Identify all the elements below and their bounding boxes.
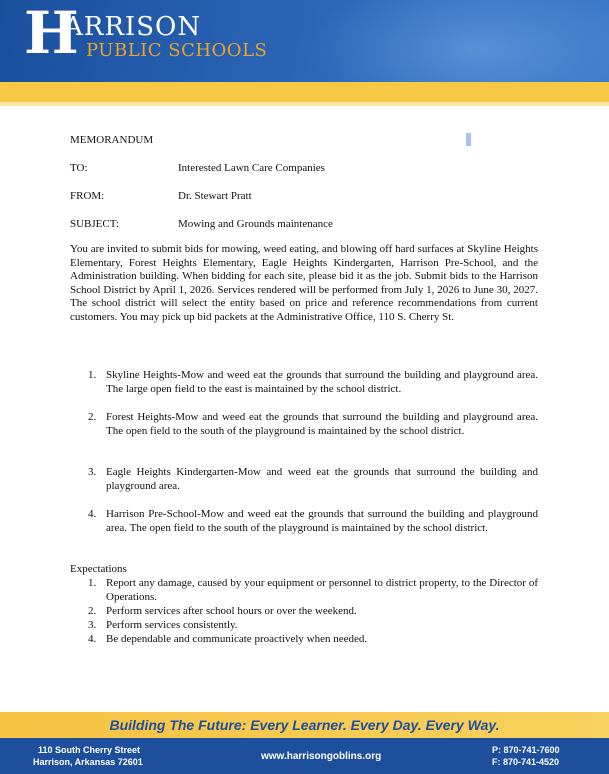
from-label: FROM: [70, 190, 105, 202]
footer-slogan: Building The Future: Every Learner. Every Day. Every Way. [109, 717, 500, 733]
gold-band [0, 82, 609, 102]
list-item [88, 605, 538, 619]
list-item [88, 633, 538, 647]
list-number: 3. [88, 619, 97, 631]
to-label: TO: [70, 162, 88, 174]
list-item [88, 508, 538, 535]
list-item [88, 466, 538, 493]
list-number: 1. [88, 369, 97, 381]
letterhead-banner [0, 0, 609, 82]
list-number: 2. [88, 605, 97, 617]
fax-number: F: 870-741-4520 [492, 757, 560, 767]
subject-value: Mowing and Grounds maintenance [178, 218, 333, 230]
list-text: Skyline Heights-Mow and weed eat the grounds that surround the building and playground area. The large open field to the east is maintained by the school district. [106, 369, 538, 395]
from-value: Dr. Stewart Pratt [178, 190, 252, 202]
list-text: Eagle Heights Kindergarten-Mow and weed eat the grounds that surround the building and playground area. [106, 466, 538, 492]
memo-body: You are invited to submit bids for mowing, weed eating, and blowing off hard surfaces at Skyline Heights Elementary, Forest Heights Elementary, Eagle Heights Kindergarten, Harrison Pre-School, and the Administration building. When bidding for each site, please bid it as the job. Submit bids to the Harrison School District by April 1, 2026. Services rendered will be performed from July 1, 2026 to June 30, 2027. The school district will select the entity based on price and reference recommendations from current customers. You may pick up bid packets at the Administrative Office, 110 S. Cherry St. [70, 243, 538, 323]
list-text: Forest Heights-Mow and weed eat the grounds that surround the building and playground area. The open field to the south of the playground is maintained by the school district. [106, 411, 538, 437]
list-text: Report any damage, caused by your equipment or personnel to district property, to the Director of Operations. [106, 577, 538, 603]
logo-subtitle: PUBLIC SCHOOLS [86, 40, 268, 61]
to-value: Interested Lawn Care Companies [178, 162, 325, 174]
logo-initial: H [24, 0, 79, 67]
list-item [88, 619, 538, 633]
phone-number: P: 870-741-7600 [492, 745, 560, 755]
subject-label: SUBJECT: [70, 218, 119, 230]
list-number: 2. [88, 411, 97, 423]
list-item [88, 577, 538, 604]
list-number: 3. [88, 466, 97, 478]
logo-name: ARRISON [64, 12, 202, 42]
list-item [88, 411, 538, 438]
address-line-2: Harrison, Arkansas 72601 [33, 757, 143, 767]
expectations-heading: Expectations [70, 563, 127, 575]
list-number: 1. [88, 577, 97, 589]
address-line-1: 110 South Cherry Street [38, 745, 141, 755]
list-text: Be dependable and communicate proactively when needed. [106, 633, 368, 645]
list-number: 4. [88, 508, 97, 520]
banner-glow [309, 0, 609, 82]
gold-band-light [0, 102, 609, 106]
footer-bar [0, 738, 609, 774]
list-text: Harrison Pre-School-Mow and weed eat the grounds that surround the building and playground area. The open field to the south of the playground is maintained by the school district. [106, 508, 538, 534]
list-text: Perform services after school hours or over the weekend. [106, 605, 357, 617]
list-item [88, 369, 538, 396]
text-cursor [466, 133, 471, 146]
list-text: Perform services consistently. [106, 619, 238, 631]
memo-heading: MEMORANDUM [70, 134, 154, 146]
list-number: 4. [88, 633, 97, 645]
website-link[interactable]: www.harrisongoblins.org [261, 751, 382, 762]
